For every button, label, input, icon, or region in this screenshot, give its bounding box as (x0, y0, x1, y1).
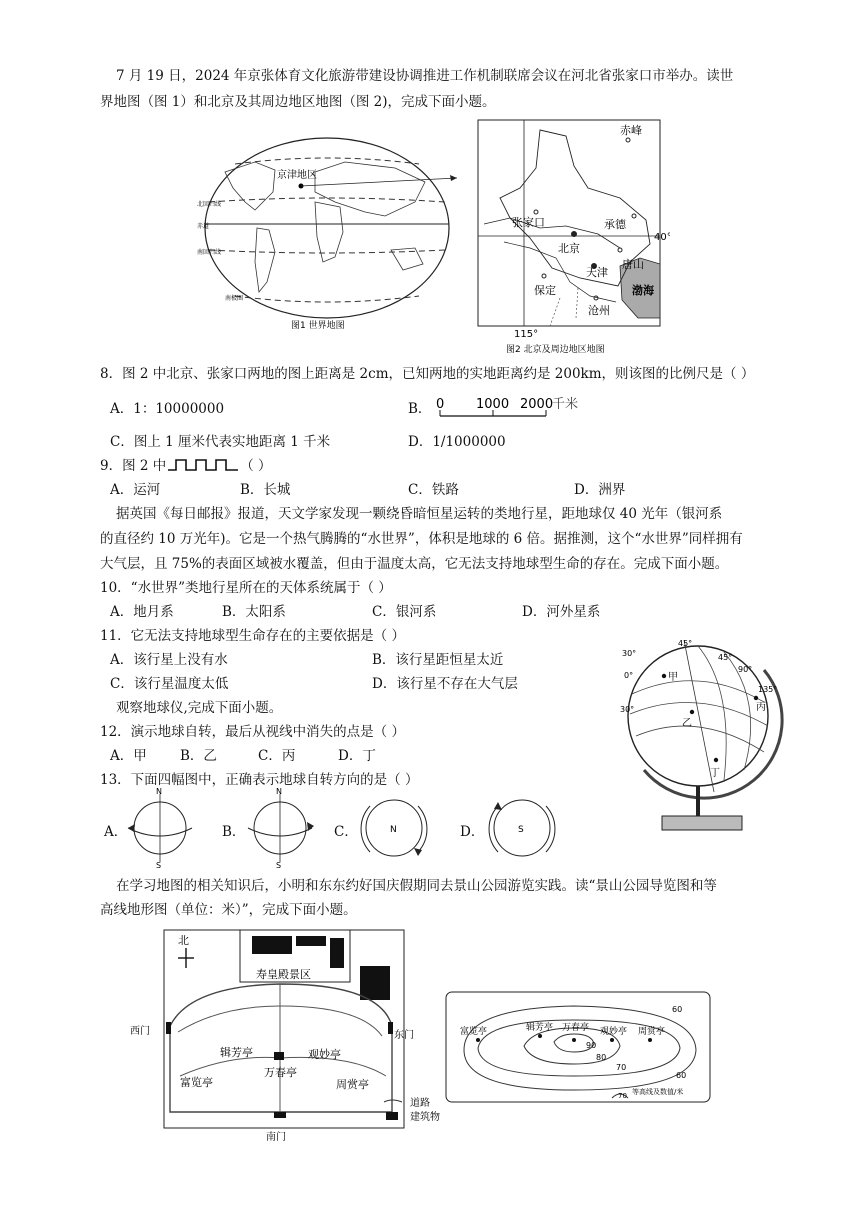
fig2-chifeng: 赤峰 (620, 124, 642, 137)
q13b-n: N (276, 788, 282, 796)
park-jifang: 辑芳亭 (220, 1046, 253, 1059)
globe-point-ding: 丁 (710, 768, 720, 779)
fig2-lat-label: 40° (654, 232, 670, 243)
globe-point-jia: 甲 (668, 672, 678, 683)
contour-legend-value: 70 (618, 1092, 627, 1100)
park-west-gate: 西门 (130, 1026, 150, 1037)
q12-option-a[interactable]: A．甲 (110, 748, 147, 764)
contour-wanchun: 万春亭 (562, 1023, 590, 1033)
q10-option-a[interactable]: A．地月系 (110, 604, 174, 620)
contour-val-70: 70 (616, 1063, 627, 1072)
q11-option-b[interactable]: B．该行星距恒星太近 (372, 652, 504, 668)
q12-option-d[interactable]: D．丁 (338, 748, 376, 764)
q8-option-a[interactable]: A．1：10000000 (110, 401, 225, 417)
q13-option-b[interactable]: B． (222, 824, 246, 840)
q13-option-a[interactable]: A． (104, 824, 128, 840)
intro-passage-1-line2: 界地图（图 1）和北京及其周边地区地图（图 2)，完成下面小题。 (100, 94, 496, 110)
contour-val-60-top: 60 (672, 1005, 683, 1014)
q13b-s: S (276, 861, 282, 868)
figure-2-beijing-map (470, 118, 670, 358)
q13c-n: N (390, 825, 397, 835)
fig2-lon-label: 115° (514, 329, 539, 340)
q10-option-b[interactable]: B．太阳系 (222, 604, 286, 620)
intro-passage-1-line1: 7 月 19 日，2024 年京张体育文化旅游带建设协调推进工作机制联席会议在河北省张家口市举办。读世 (116, 68, 734, 84)
globe-lat30s: 30° (620, 705, 635, 714)
contour-zhoushang: 周赏亭 (638, 1027, 666, 1037)
globe-point-bing: 丙 (756, 702, 766, 713)
figure-1-world-map (195, 132, 460, 342)
globe-eq: 0° (624, 671, 634, 680)
q9-stem (100, 454, 272, 478)
globe-point-yi: 乙 (682, 718, 692, 729)
q13-stem: 13．下面四幅图中，正确表示地球自转方向的是（ ） (100, 772, 419, 788)
contour-fulan: 富览亭 (460, 1027, 488, 1037)
contour-guanmiao: 观妙亭 (600, 1027, 628, 1037)
globe-figure (614, 630, 784, 836)
q10-stem: 10．“水世界”类地行星所在的天体系统属于（ ） (100, 580, 392, 596)
fig1-tropic-n-label: 北回归线 (197, 201, 222, 208)
contour-legend: 等高线及数值/米 (632, 1088, 684, 1096)
contour-jifang: 辑芳亭 (526, 1023, 554, 1033)
fig2-chengde: 承德 (604, 218, 626, 231)
fig2-tianjin: 天津 (586, 266, 608, 279)
fig1-antarctic-label: 南极圈 (225, 295, 244, 302)
scale-tick-1000: 1000 (476, 397, 510, 412)
fig1-jingjin-label: 京津地区 (277, 170, 317, 181)
q13-diagram-d (480, 794, 564, 864)
intro-passage-4-line1: 在学习地图的相关知识后，小明和东东约好国庆假期同去景山公园游览实践。读“景山公园导览图和等 (116, 878, 717, 894)
intro-passage-3: 观察地球仪,完成下面小题。 (116, 700, 283, 716)
wall-symbol-icon (166, 458, 240, 472)
q9-option-c[interactable]: C．铁路 (408, 482, 459, 498)
park-zhoushang: 周赏亭 (336, 1078, 369, 1091)
fig2-beijing: 北京 (558, 242, 580, 255)
park-guanmiao: 观妙亭 (308, 1048, 341, 1061)
fig2-cangzhou: 沧州 (588, 304, 610, 317)
q9-option-a[interactable]: A．运河 (110, 482, 161, 498)
intro-passage-4-line2: 高线地形图（单位：米）”，完成下面小题。 (100, 902, 357, 918)
q9-option-b[interactable]: B．长城 (240, 482, 291, 498)
q8-option-b-prefix: B． (408, 401, 432, 417)
scale-tick-0: 0 (436, 397, 445, 412)
park-north-label: 北 (178, 934, 189, 947)
q13-diagram-c (352, 794, 436, 864)
park-area-label: 寿皇殿景区 (256, 968, 311, 981)
globe-lon90: 90° (738, 665, 753, 674)
fig2-caption: 图2 北京及周边地区地图 (506, 345, 605, 355)
q8-scale-bar (428, 392, 588, 422)
q13-option-d[interactable]: D． (460, 824, 485, 840)
q13-diagram-a (120, 788, 200, 868)
q10-option-c[interactable]: C．银河系 (372, 604, 437, 620)
contour-val-60-bottom: 60 (676, 1071, 687, 1080)
park-east-gate: 东门 (394, 1030, 414, 1041)
q12-option-b[interactable]: B．乙 (180, 748, 217, 764)
intro-passage-2-line3: 大气层，且 75%的表面区域被水覆盖，但由于温度太高，它无法支持地球型生命的存在。完成下面小题。 (100, 556, 729, 572)
q9-stem-prefix: 9．图 2 中 (100, 458, 167, 474)
fig2-tangshan: 唐山 (622, 258, 644, 271)
park-fulan: 富览亭 (180, 1076, 213, 1089)
fig2-bohai: 渤海 (632, 284, 654, 297)
scale-unit: 千米 (552, 397, 579, 412)
q11-option-c[interactable]: C．该行星温度太低 (110, 676, 229, 692)
q9-stem-suffix: （ ） (240, 458, 272, 474)
q13a-n: N (156, 788, 162, 796)
q8-stem: 8．图 2 中北京、张家口两地的图上距离是 2cm，已知两地的实地距离约是 200km，则该图的比例尺是（ ） (100, 366, 755, 382)
fig2-zhangjiakou: 张家口 (512, 216, 545, 229)
fig2-baoding: 保定 (534, 284, 556, 297)
q13a-s: S (156, 861, 162, 868)
intro-passage-2-line1: 据英国《每日邮报》报道，天文学家发现一颗绕昏暗恒星运转的类地行星，距地球仅 40 光年（银河系 (116, 506, 723, 522)
q11-stem: 11．它无法支持地球型生命存在的主要依据是（ ） (100, 628, 405, 644)
park-guide-map (130, 926, 460, 1146)
intro-passage-2-line2: 的直径约 10 万光年)。它是一个热气腾腾的“水世界”，体积是地球的 6 倍。据推测，这个“水世界”同样拥有 (100, 531, 743, 547)
fig1-equator-label: 赤道 (197, 223, 210, 230)
q8-option-c[interactable]: C．图上 1 厘米代表实地距离 1 千米 (110, 434, 331, 450)
contour-map (444, 990, 714, 1106)
fig1-tropic-s-label: 南回归线 (197, 249, 222, 256)
q13-option-c[interactable]: C． (334, 824, 358, 840)
q13d-s: S (518, 825, 524, 835)
globe-lon135: 135° (758, 685, 778, 694)
q9-option-d[interactable]: D．洲界 (574, 482, 626, 498)
q10-option-d[interactable]: D．河外星系 (522, 604, 601, 620)
scale-tick-2000: 2000 (520, 397, 554, 412)
contour-val-80: 80 (596, 1053, 607, 1062)
globe-lon45: 45° (718, 653, 733, 662)
globe-lat45: 45° (678, 639, 693, 648)
q13-diagram-b (240, 788, 320, 868)
q11-option-d[interactable]: D．该行星不存在大气层 (372, 676, 518, 692)
park-legend-building: 建筑物 (410, 1112, 440, 1123)
q8-option-d[interactable]: D．1/1000000 (408, 434, 506, 450)
park-legend-road: 道路 (410, 1098, 430, 1109)
q12-option-c[interactable]: C．丙 (258, 748, 296, 764)
globe-lat30: 30° (622, 649, 637, 658)
contour-val-90: 90 (586, 1041, 597, 1050)
park-south-gate: 南门 (266, 1132, 286, 1143)
q12-stem: 12．演示地球自转，最后从视线中消失的点是（ ） (100, 724, 405, 740)
q11-option-a[interactable]: A．该行星上没有水 (110, 652, 228, 668)
park-wanchun: 万春亭 (264, 1066, 297, 1079)
fig1-caption: 图1 世界地图 (291, 321, 345, 331)
